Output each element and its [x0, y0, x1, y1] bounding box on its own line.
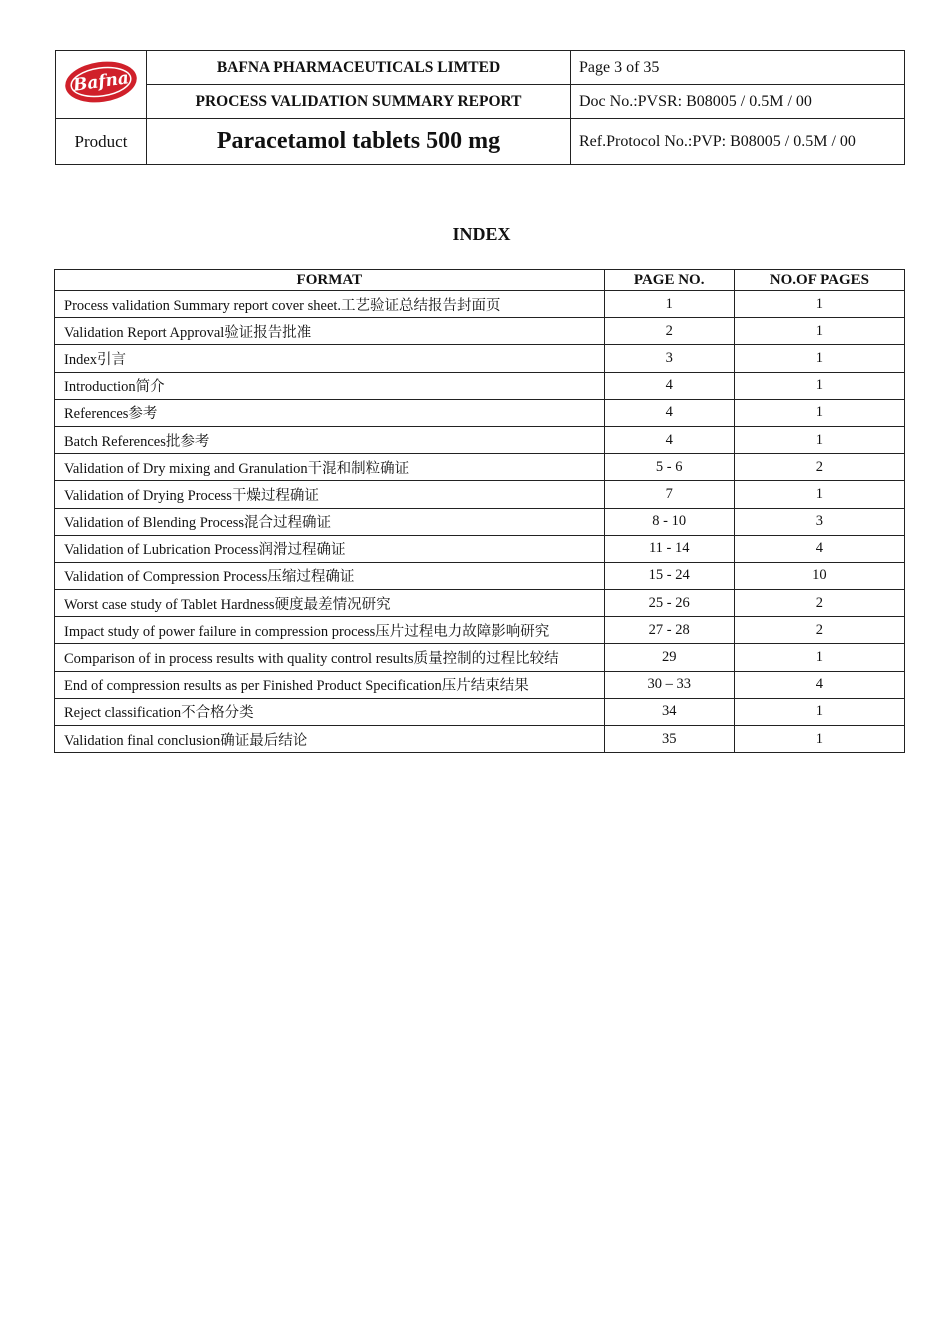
row-format-cell: Worst case study of Tablet Hardness硬度最差情况研究 [55, 590, 605, 617]
row-page-no-cell: 1 [604, 291, 734, 318]
row-no-of-pages-cell: 4 [734, 671, 904, 698]
row-format-cell: Introduction简介 [55, 372, 605, 399]
company-logo-cell [56, 51, 147, 119]
row-page-no-cell: 4 [604, 372, 734, 399]
row-page-no-cell: 5 - 6 [604, 454, 734, 481]
index-title: INDEX [452, 224, 511, 244]
row-format-cell: Validation of Dry mixing and Granulation干混和制粒确证 [55, 454, 605, 481]
row-no-of-pages-cell: 3 [734, 508, 904, 535]
row-no-of-pages-cell: 1 [734, 318, 904, 345]
row-page-no-cell: 30 – 33 [604, 671, 734, 698]
row-page-no-cell: 35 [604, 726, 734, 753]
row-format-cell: References参考 [55, 399, 605, 426]
table-row [55, 671, 905, 698]
row-format-cell: Reject classification不合格分类 [55, 698, 605, 725]
row-no-of-pages-cell: 1 [734, 291, 904, 318]
row-format-cell: Validation final conclusion确证最后结论 [55, 726, 605, 753]
doc-number: Doc No.:PVSR: B08005 / 0.5M / 00 [571, 85, 905, 119]
row-no-of-pages-cell: 1 [734, 426, 904, 453]
product-label: Product [56, 119, 147, 165]
report-title: PROCESS VALIDATION SUMMARY REPORT [147, 85, 571, 119]
row-format-cell: Validation of Drying Process干燥过程确证 [55, 481, 605, 508]
row-format-cell: Comparison of in process results with quality control results质量控制的过程比较结 [55, 644, 605, 671]
page-info: Page 3 of 35 [571, 51, 905, 85]
row-format-cell: Validation Report Approval验证报告批准 [55, 318, 605, 345]
column-header-no-of-pages: NO.OF PAGES [734, 270, 904, 291]
index-header-row [55, 270, 905, 291]
logo-text: Bafna [71, 68, 131, 96]
table-row [55, 399, 905, 426]
table-row [55, 318, 905, 345]
row-format-cell: Validation of Lubrication Process润滑过程确证 [55, 535, 605, 562]
document-header [55, 50, 905, 165]
row-format-cell: Batch References批参考 [55, 426, 605, 453]
table-row [55, 291, 905, 318]
product-name: Paracetamol tablets 500 mg [147, 119, 571, 165]
table-row [55, 535, 905, 562]
row-no-of-pages-cell: 1 [734, 372, 904, 399]
row-no-of-pages-cell: 1 [734, 481, 904, 508]
table-row [55, 481, 905, 508]
bafna-logo-icon [63, 59, 139, 105]
row-page-no-cell: 34 [604, 698, 734, 725]
row-format-cell: Process validation Summary report cover sheet.工艺验证总结报告封面页 [55, 291, 605, 318]
row-format-cell: Validation of Blending Process混合过程确证 [55, 508, 605, 535]
row-page-no-cell: 29 [604, 644, 734, 671]
row-no-of-pages-cell: 2 [734, 590, 904, 617]
row-format-cell: Index引言 [55, 345, 605, 372]
row-no-of-pages-cell: 2 [734, 454, 904, 481]
row-page-no-cell: 3 [604, 345, 734, 372]
row-page-no-cell: 11 - 14 [604, 535, 734, 562]
row-format-cell: End of compression results as per Finished Product Specification压片结束结果 [55, 671, 605, 698]
row-no-of-pages-cell: 2 [734, 617, 904, 644]
row-page-no-cell: 2 [604, 318, 734, 345]
index-table-body [55, 291, 905, 753]
row-page-no-cell: 4 [604, 426, 734, 453]
row-no-of-pages-cell: 1 [734, 698, 904, 725]
table-row [55, 508, 905, 535]
table-row [55, 426, 905, 453]
column-header-format: FORMAT [55, 270, 605, 291]
column-header-page-no: PAGE NO. [604, 270, 734, 291]
row-page-no-cell: 25 - 26 [604, 590, 734, 617]
row-page-no-cell: 15 - 24 [604, 562, 734, 589]
row-page-no-cell: 27 - 28 [604, 617, 734, 644]
table-row [55, 698, 905, 725]
row-page-no-cell: 7 [604, 481, 734, 508]
row-no-of-pages-cell: 1 [734, 345, 904, 372]
table-row [55, 726, 905, 753]
row-format-cell: Validation of Compression Process压缩过程确证 [55, 562, 605, 589]
row-page-no-cell: 4 [604, 399, 734, 426]
row-no-of-pages-cell: 1 [734, 726, 904, 753]
row-no-of-pages-cell: 1 [734, 644, 904, 671]
row-page-no-cell: 8 - 10 [604, 508, 734, 535]
ref-protocol-number: Ref.Protocol No.:PVP: B08005 / 0.5M / 00 [571, 119, 905, 165]
row-no-of-pages-cell: 1 [734, 399, 904, 426]
table-row [55, 617, 905, 644]
table-row [55, 345, 905, 372]
table-row [55, 372, 905, 399]
company-name: BAFNA PHARMACEUTICALS LIMTED [147, 51, 571, 85]
row-no-of-pages-cell: 4 [734, 535, 904, 562]
table-row [55, 590, 905, 617]
table-row [55, 644, 905, 671]
row-no-of-pages-cell: 10 [734, 562, 904, 589]
row-format-cell: Impact study of power failure in compression process压片过程电力故障影响研究 [55, 617, 605, 644]
table-row [55, 562, 905, 589]
index-table [54, 269, 905, 753]
table-row [55, 454, 905, 481]
